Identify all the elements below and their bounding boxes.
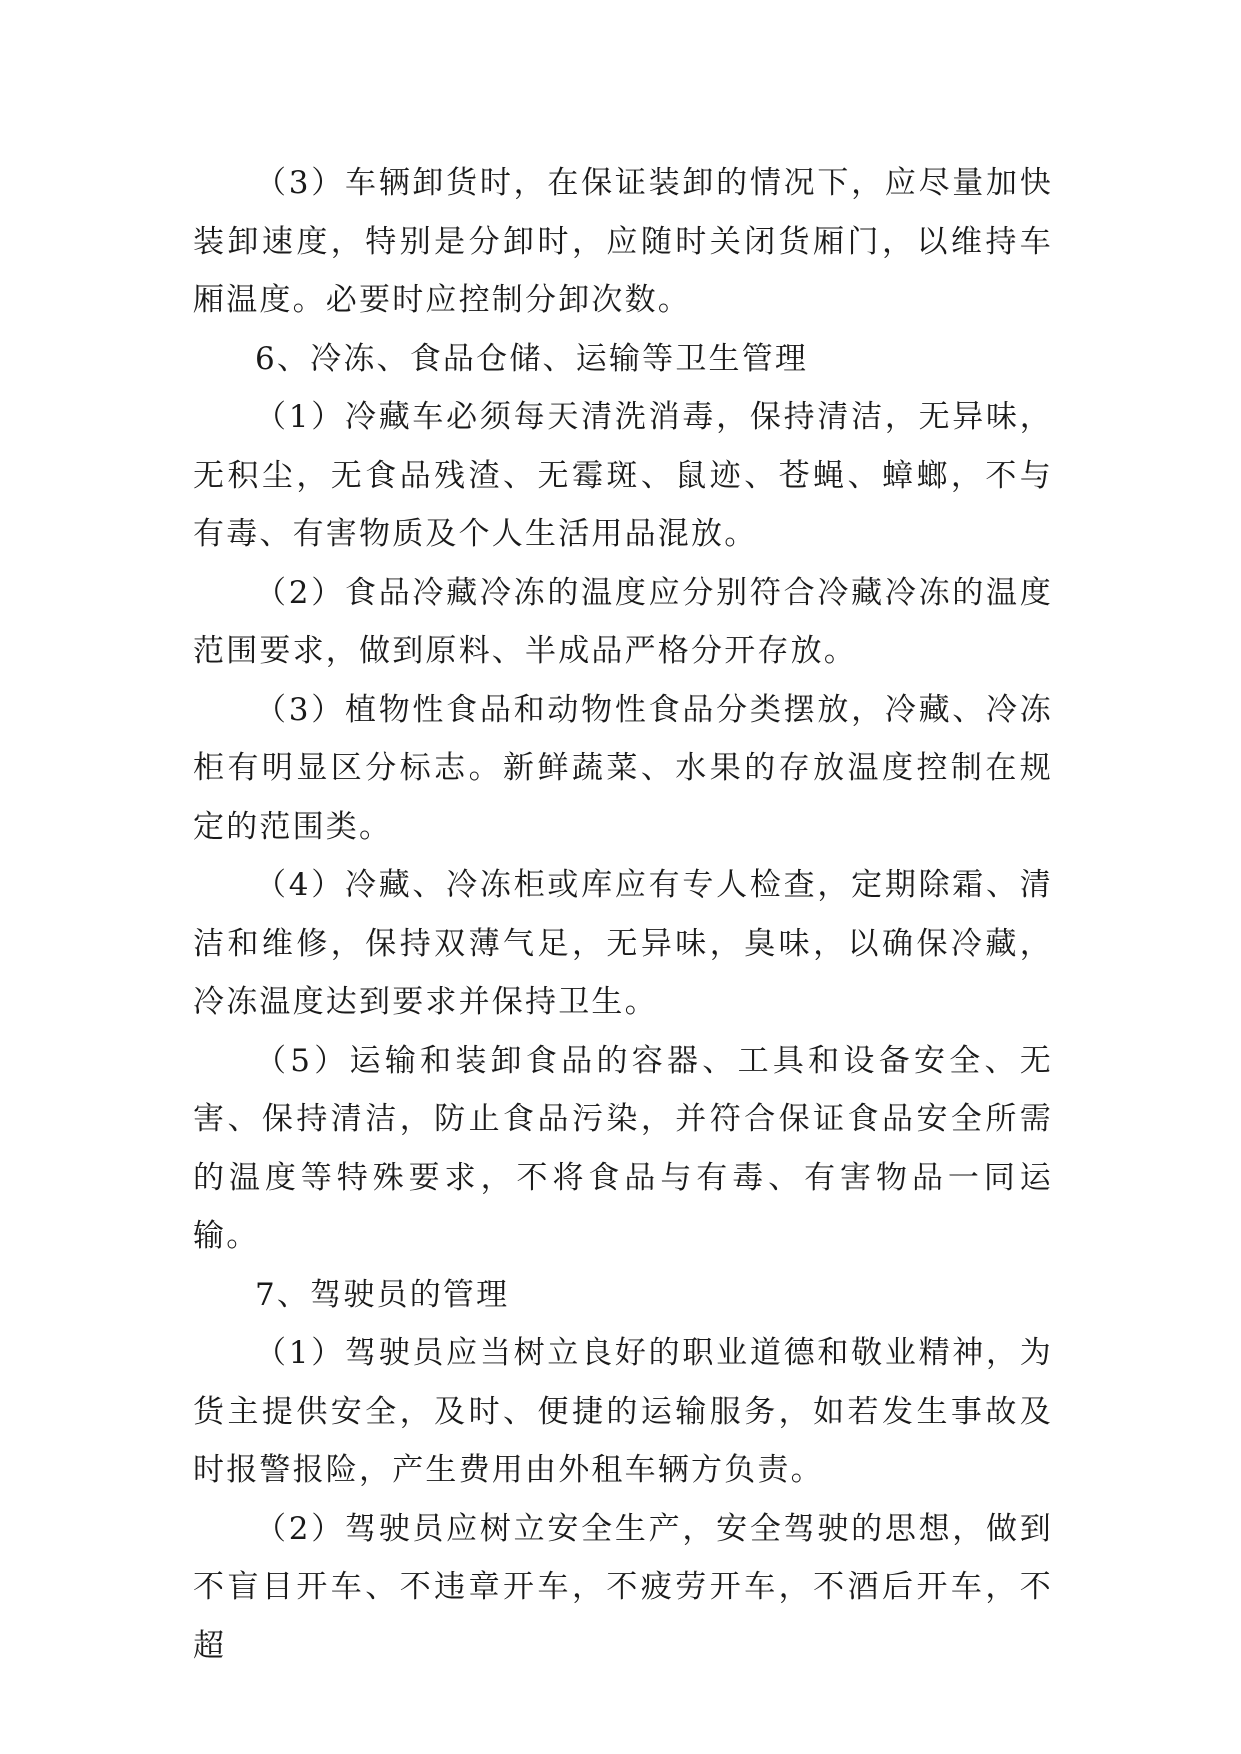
document-body xyxy=(193,154,1053,1675)
paragraph-7-1: （1）驾驶员应当树立良好的职业道德和敬业精神，为货主提供安全，及时、便捷的运输服务，如若发生事故及时报警报险，产生费用由外租车辆方负责。 xyxy=(193,1335,1053,1488)
paragraph-7-2: （2）驾驶员应树立安全生产，安全驾驶的思想，做到不盲目开车、不违章开车，不疲劳开车，不酒后开车，不超 xyxy=(193,1510,1053,1664)
paragraph-6-5: （5）运输和装卸食品的容器、工具和设备安全、无害、保持清洁，防止食品污染，并符合保证食品安全所需的温度等特殊要求，不将食品与有毒、有害物品一同运输。 xyxy=(193,1042,1053,1254)
paragraph-6-3: （3）植物性食品和动物性食品分类摆放，冷藏、冷冻柜有明显区分标志。新鲜蔬菜、水果的存放温度控制在规定的范围类。 xyxy=(193,691,1053,845)
section-heading-7: 7、驾驶员的管理 xyxy=(255,1276,510,1313)
paragraph-unloading-speed: （3）车辆卸货时，在保证装卸的情况下，应尽量加快装卸速度，特别是分卸时，应随时关闭货厢门，以维持车厢温度。必要时应控制分卸次数。 xyxy=(193,165,1053,318)
section-heading-6: 6、冷冻、食品仓储、运输等卫生管理 xyxy=(255,340,809,377)
paragraph-6-1: （1）冷藏车必须每天清洗消毒，保持清洁，无异味，无积尘，无食品残渣、无霉斑、鼠迹、苍蝇、蟑螂，不与有毒、有害物质及个人生活用品混放。 xyxy=(193,399,1053,552)
paragraph-6-4: （4）冷藏、冷冻柜或库应有专人检查，定期除霜、清洁和维修，保持双薄气足，无异味，臭味，以确保冷藏，冷冻温度达到要求并保持卫生。 xyxy=(193,867,1053,1020)
paragraph-6-2: （2）食品冷藏冷冻的温度应分别符合冷藏冷冻的温度范围要求，做到原料、半成品严格分开存放。 xyxy=(193,574,1053,669)
